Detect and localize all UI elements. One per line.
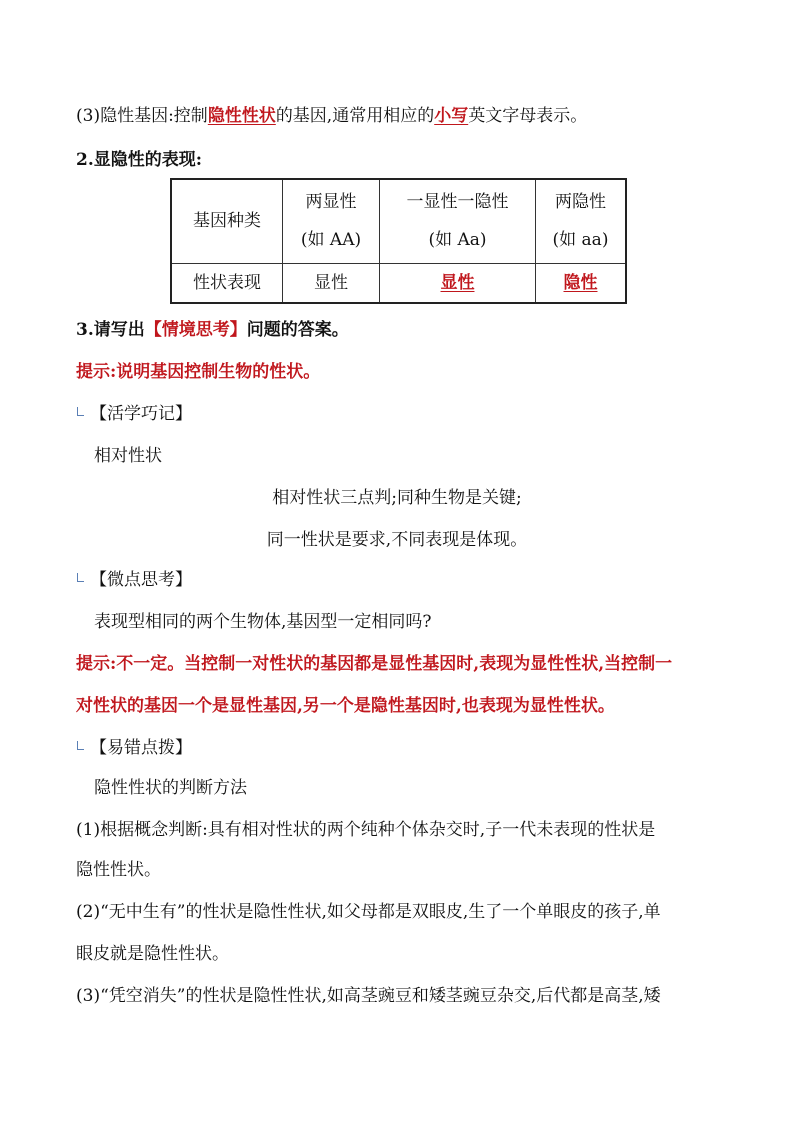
section-subtitle: 隐性性状的判断方法 [94, 778, 247, 798]
table-row [171, 263, 626, 303]
table-cell: 基因种类 [171, 179, 283, 263]
table-cell: 显性 [380, 263, 536, 303]
heading-dominance: 2.显隐性的表现: [76, 150, 203, 170]
table-cell: 两显性 (如 AA) [283, 179, 380, 263]
table-cell: 性状表现 [171, 263, 283, 303]
hint-text: 提示:说明基因控制生物的性状。 [76, 362, 321, 382]
verse-line: 同一性状是要求,不同表现是体现。 [266, 530, 528, 550]
paragraph-text: (2)“无中生有”的性状是隐性性状,如父母都是双眼皮,生了一个单眼皮的孩子,单 [76, 902, 661, 922]
corner-marker-icon [76, 407, 86, 417]
table-cell: 两隐性 (如 aa) [536, 179, 627, 263]
section-mistakes: 【易错点拨】 [76, 736, 192, 760]
table-cell: 隐性 [536, 263, 627, 303]
paragraph-text: (1)根据概念判断:具有相对性状的两个纯种个体杂交时,子一代未表现的性状是 [76, 820, 656, 840]
corner-marker-icon [76, 741, 86, 751]
table-row [171, 179, 626, 263]
paragraph-text: 眼皮就是隐性性状。 [76, 944, 229, 964]
answer-blank: 小写 [434, 106, 469, 126]
answer-text: 对性状的基因一个是显性基因,另一个是隐性基因时,也表现为显性性状。 [76, 696, 615, 716]
heading-question: 3.请写出【情境思考】问题的答案。 [76, 320, 349, 340]
paragraph-text: 隐性性状。 [76, 860, 161, 880]
corner-marker-icon [76, 573, 86, 583]
section-thinking: 【微点思考】 [76, 568, 192, 592]
table-cell: 显性 [283, 263, 380, 303]
section-memory: 【活学巧记】 [76, 402, 192, 426]
paragraph-text: (3)“凭空消失”的性状是隐性性状,如高茎豌豆和矮茎豌豆杂交,后代都是高茎,矮 [76, 986, 661, 1006]
table-cell: 一显性一隐性 (如 Aa) [380, 179, 536, 263]
question-text: 表现型相同的两个生物体,基因型一定相同吗? [94, 612, 432, 632]
answer-text: 提示:不一定。当控制一对性状的基因都是显性基因时,表现为显性性状,当控制一 [76, 654, 673, 674]
verse-line: 相对性状三点判;同种生物是关键; [272, 488, 522, 508]
paragraph-recessive-gene: (3)隐性基因:控制隐性性状的基因,通常用相应的小写英文字母表示。 [76, 106, 588, 126]
section-subtitle: 相对性状 [94, 446, 162, 466]
dominance-table [170, 178, 627, 304]
answer-blank: 隐性性状 [207, 106, 276, 126]
